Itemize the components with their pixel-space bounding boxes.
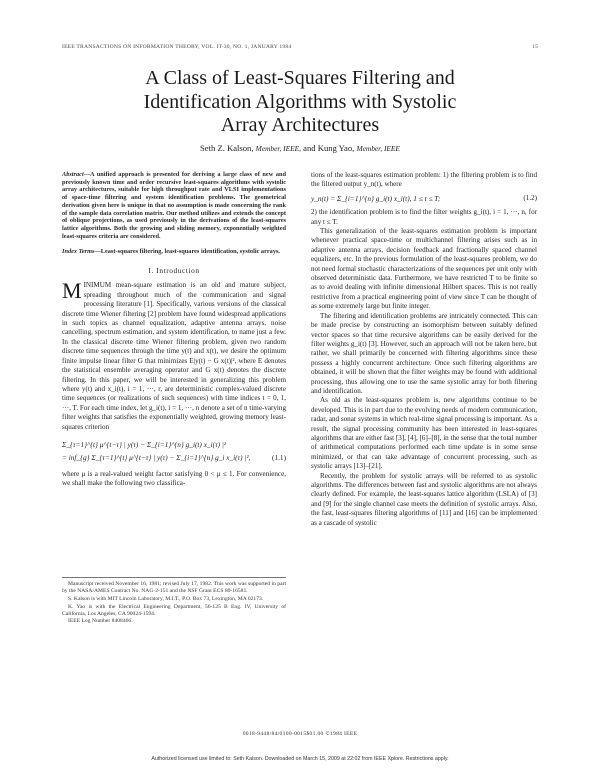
- author-2: Kung Yao,: [317, 143, 355, 153]
- right-para-systolic: Recently, the problem for systolic arrays will be referred to as systolic algorithms. The differences between fast and systolic algorithms are not always clearly defined. For example, the least-squares lattice algorithm (LSLA) of [3] and [9] for the single channel case meets the definition of systolic arrays. Also, the fast, least-squares filtering algorithms of [11] and [16] can be implemented as a cascade of systolic: [311, 471, 537, 527]
- author-1: Seth Z. Kalson,: [200, 143, 254, 153]
- intro-text: INIMUM mean-square estimation is an old and mature subject, spreading throughout much of the communication and signal processing literature [1]. Specifically, various versions of the classical discrete time Wiener filtering [2] problem have found widespread applications in such topics as channel equalization, adaptive antenna arrays, noise cancelling, spectrum estimation, and system identification, to name just a few. In the classical discrete time Wiener filtering problem, given two random discrete time sequences through the time y(t) and x(t), we desire the optimum finite impulse linear filter G that minimizes E|y(t) − G x(t)|², where E denotes the statistical ensemble averaging operator and G x(t) denotes the discrete filtering. In this paper, we will be interested in generalizing this problem where y(t) and x_i(t), i = 1, ···, r, are deterministic complex-valued discrete time sequences (or realizations of such sequences) with time indices t = 0, 1, ···, T. For each time index, let g_i(t), i = 1, ···, n denote a set of n time-varying filter weights that satisfies the exponentially weighted, growing memory least-squares criterion: [62, 281, 286, 431]
- author-connector: and: [303, 143, 316, 153]
- equation-1-1-line-1: [62, 438, 286, 451]
- index-terms-text: —Least-squares filtering, least-squares identification, systolic arrays.: [94, 248, 280, 256]
- index-terms: [62, 248, 286, 256]
- license-notice: Authorized licensed use limited to: Seth Kalson. Downloaded on March 15, 2009 at 22:02 from IEEE Xplore. Restrictions apply.: [151, 756, 449, 762]
- author-1-title: Member, IEEE,: [255, 144, 302, 153]
- running-head: [62, 44, 538, 50]
- intro-paragraph: [62, 278, 286, 432]
- equation-1-1-rhs: = inf_{g} Σ_{τ=1}^{t} μ^{t−τ} | y(τ) − Σ_{i=1}^{n} g_i x_i(τ) |²,: [62, 452, 251, 462]
- abstract-text: —A unified approach is presented for deriving a large class of new and previously known time and order recursive least-squares algorithms with systolic array architectures, suitable for high throughput rate and VLSI implementations of space-time filtering and system identification problems. The geometrical derivation given here is unique in that no assumption is made concerning the rank of the sample data correlation matrix. Our method utilizes and extends the concept of oblique projections, as used previously in the derivations of the least-squares lattice algorithms. Both the growing and sliding memory, exponentially weighted least-squares criteria are considered.: [62, 171, 286, 240]
- publication-code: 0018-9448/84/0100-0015$01.00 ©1984 IEEE: [242, 731, 358, 737]
- drop-cap: M: [62, 278, 82, 304]
- footnote-ieee-log: IEEE Log Number 8408466.: [68, 618, 133, 625]
- right-para-old-problem: As old as the least-squares problem is, new algorithms continue to be developed. This is in part due to the evolving needs of modern communication, radar, and sonar systems in which real-time signal processing is important. As a result, the signal processing community has been interested in least-squares algorithms that are either fast [3], [4], [6]–[8], in the sense that the total number of arithmetical computations performed each time update is in some sense minimized, or that can take advantage of concurrent processing, such as systolic arrays [13]–[21].: [311, 396, 537, 471]
- equation-1-1-lhs: Σ_{τ=1}^{t} μ^{t−τ} | y(τ) − Σ_{i=1}^{n} g_i(t) x_i(τ) |²: [62, 439, 227, 449]
- equation-1-1-line-2: [62, 451, 286, 464]
- right-column: [311, 171, 537, 528]
- equation-1-2-body: y_n(t) = Σ_{i=1}^{n} g_i(t) x_i(t), 1 ≤ t ≤ T;: [311, 193, 441, 203]
- equation-1-2: [311, 194, 537, 203]
- footnote-received: Manuscript received November 16, 1981; revised July 17, 1982. This work was supported in part by the NASA/AMES Contract No. NAG-2-151 and the NSF Grant ECS 80-16581.: [62, 581, 286, 594]
- equation-1-2-number: (1.2): [523, 193, 537, 202]
- footnotes: [62, 577, 286, 626]
- equation-1-1: [62, 438, 286, 464]
- paper-title: [60, 67, 540, 138]
- right-para-generalization: This generalization of the least-squares estimation problem is important whenever practical space-time or multichannel filtering arises such as in adaptive antenna arrays, decision feedback and fractionally spaced channel equalizers, etc. In the previous formulation of the least-squares problem, we do not need formal stochastic characterizations of the sequences per unit only with observed deterministic data. Furthermore, we have restricted T to be finite so as to avoid dealing with infinite dimensional Hilbert spaces. This is not really restrictive from a practical engineering point of view since T can be thought of as some extremely large but finite integer.: [311, 227, 537, 311]
- index-terms-label: Index Terms: [62, 248, 95, 256]
- title-line-3: Array Architectures: [220, 114, 380, 136]
- right-para-filtering: The filtering and identification problems are intricately connected. This can be made precise by constructing an isomorphism between suitably defined vector spaces so that time recursive algorithms can be easily derived for the filter weights g_i(t) [3]. However, such an approach will not be taken here, but rather, we shall primarily be concerned with filtering algorithms since these possess a highly concurrent architecture. Once such filtering algorithms are obtained, it will be shown that the filter weights may be found with additional processing, thus allowing one to use the same systolic array for both filtering and identification.: [311, 311, 537, 395]
- left-column: [62, 171, 286, 489]
- title-line-2: Identification Algorithms with Systolic: [143, 90, 457, 113]
- equation-1-1-number: (1.1): [272, 452, 286, 462]
- footnote-author-1: S. Kalson is with MIT Lincoln Laboratory, M.I.T., P.O. Box 73, Lexington, MA 02173.: [68, 595, 264, 602]
- journal-line: IEEE TRANSACTIONS ON INFORMATION THEORY, VOL. IT-30, NO. 1, JANUARY 1984: [62, 44, 292, 50]
- author-2-title: Member, IEEE: [356, 144, 400, 153]
- abstract: [62, 171, 286, 240]
- after-equation-text: where μ is a real-valued weight factor satisfying 0 < μ ≤ 1. For convenience, we shall make the following two classifica-: [62, 469, 286, 488]
- title-line-1: A Class of Least-Squares Filtering and: [145, 67, 455, 89]
- right-para-identification: 2) the identification problem is to find the filter weights g_i(t), i = 1, ···, n, for any t ≤ T.: [311, 208, 537, 226]
- author-line: [60, 143, 540, 153]
- section-heading: I. Introduction: [148, 266, 200, 276]
- right-para-top: tions of the least-squares estimation problem: 1) the filtering problem is to find the filtered output y_n(t), where: [311, 171, 537, 189]
- footnote-author-2: K. Yao is with the Electrical Engineering Department, 56-125 B Eng. IV, University of California, Los Angeles, CA 90024-1594.: [62, 603, 286, 617]
- page-number: 15: [532, 44, 538, 50]
- abstract-label: Abstract: [62, 171, 84, 178]
